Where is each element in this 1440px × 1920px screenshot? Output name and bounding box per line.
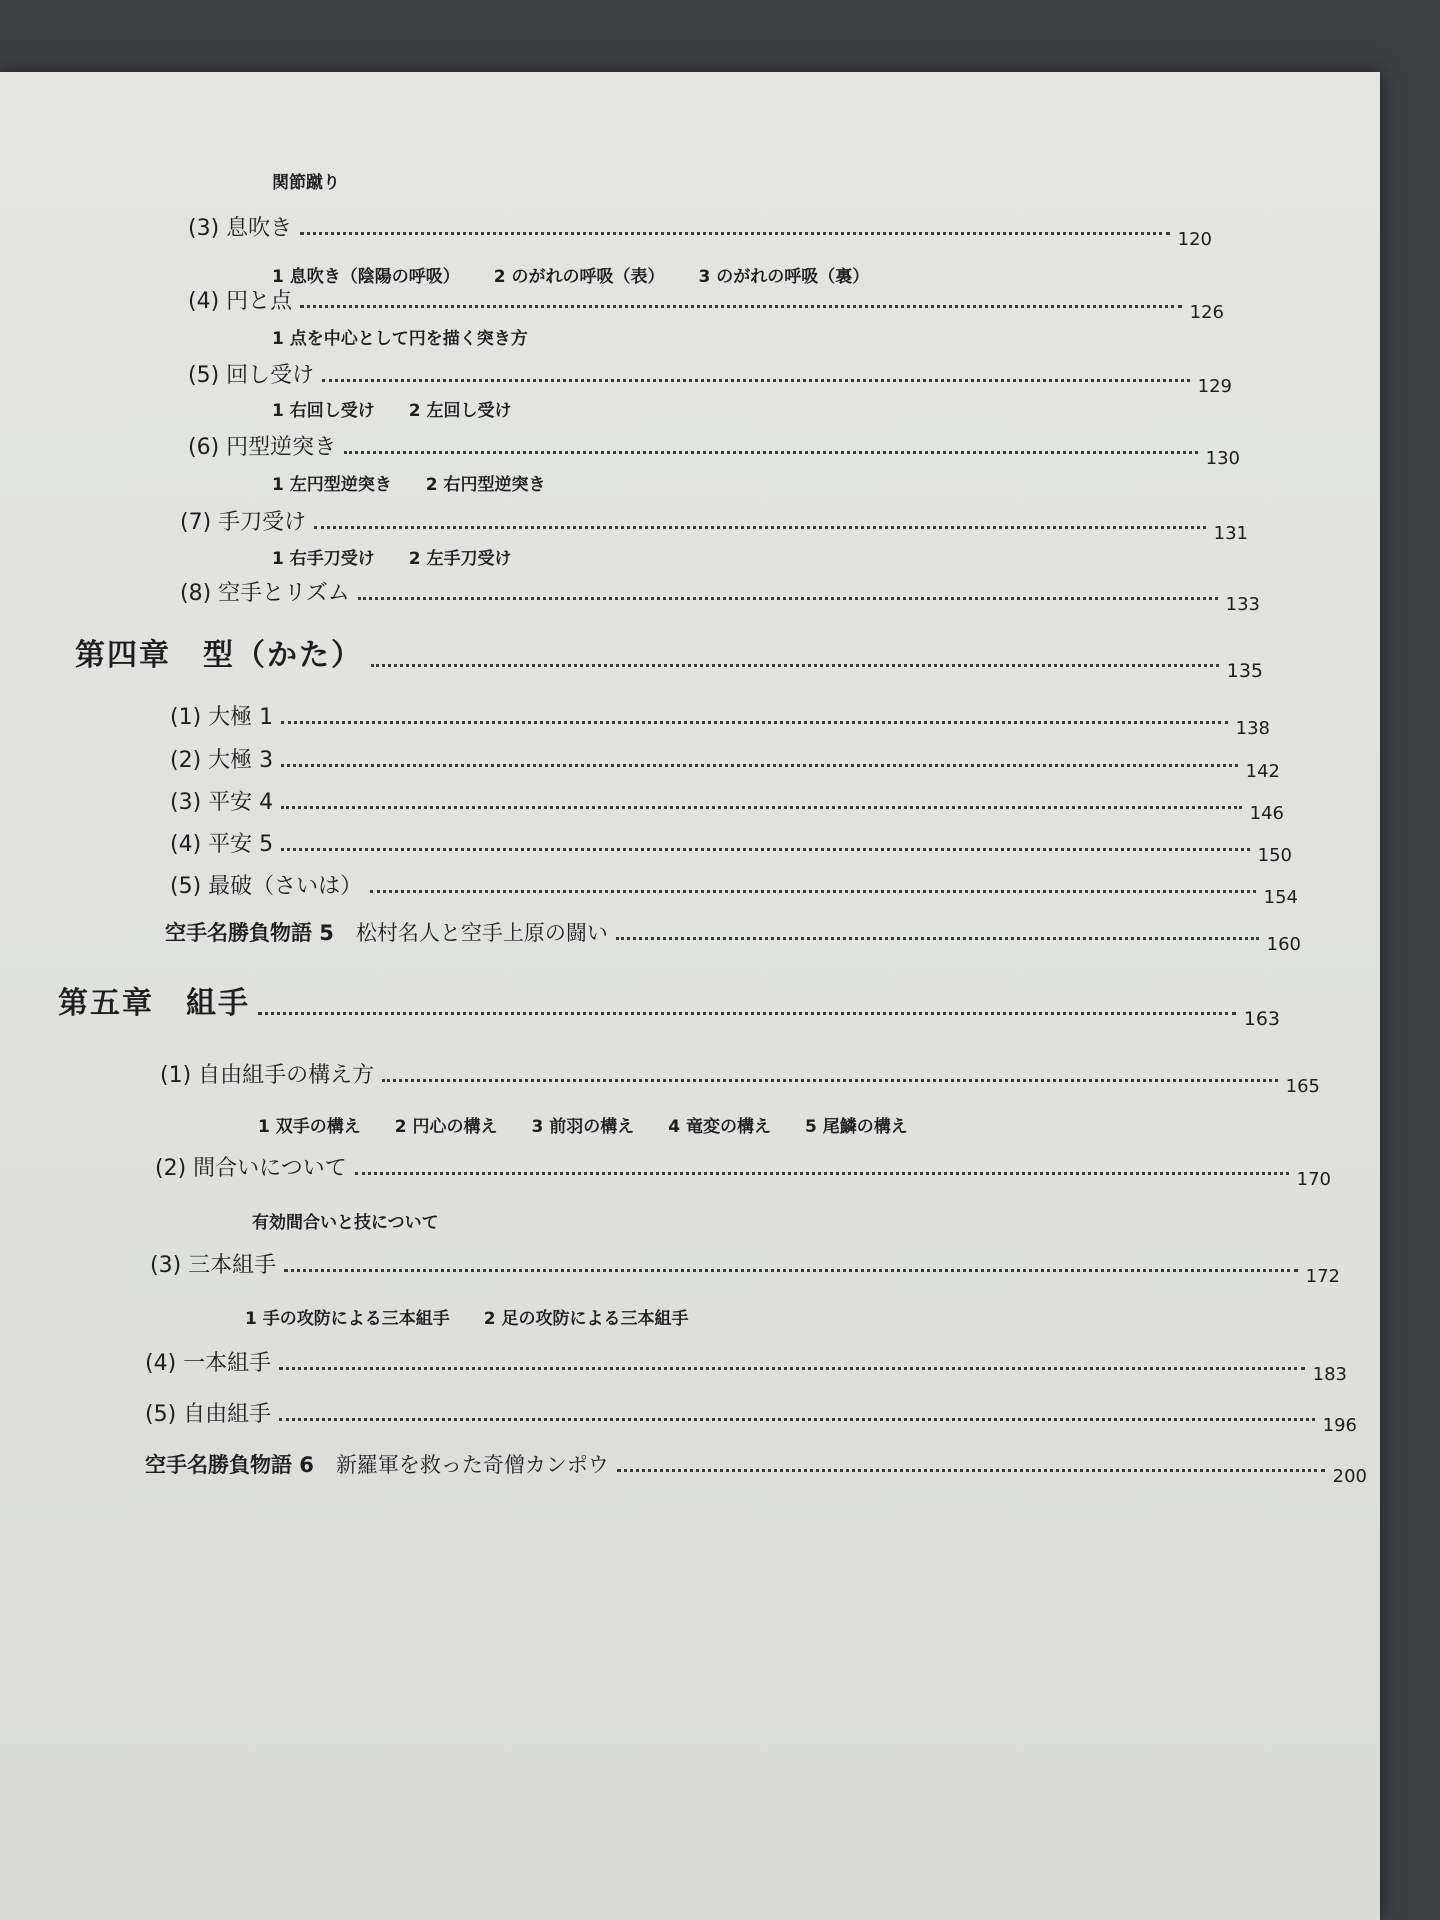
story-title: 松村名人と空手上原の闘い <box>355 921 608 945</box>
leader-dots <box>382 1079 1277 1082</box>
page-number: 135 <box>1226 660 1263 682</box>
toc-section <box>155 1152 1331 1190</box>
page-number: 131 <box>1213 523 1248 544</box>
toc-section <box>188 212 1212 250</box>
toc-section <box>180 577 1260 615</box>
toc-section <box>188 359 1232 397</box>
page-number: 154 <box>1263 887 1298 908</box>
page-number: 170 <box>1296 1169 1331 1190</box>
story-title: 新羅軍を救った奇僧カンポウ <box>335 1453 609 1477</box>
toc-entry-label: (3) 息吹き <box>188 216 293 241</box>
toc-entry-label: (7) 手刀受け <box>180 510 307 535</box>
toc-section <box>180 506 1248 544</box>
leader-dots <box>258 1012 1236 1015</box>
page-number: 160 <box>1266 934 1301 955</box>
toc-subitem: 1 左円型逆突き <box>272 475 392 495</box>
toc-entry-label: (2) 間合いについて <box>155 1156 347 1181</box>
toc-subitems <box>272 470 580 495</box>
toc-section <box>145 1398 1357 1436</box>
leader-dots <box>300 232 1169 235</box>
leader-dots <box>284 1269 1297 1272</box>
page-number: 146 <box>1249 803 1284 824</box>
toc-subitem: 1 手の攻防による三本組手 <box>245 1309 450 1329</box>
toc-section <box>170 701 1270 739</box>
book-page <box>0 72 1380 1920</box>
page-number: 165 <box>1285 1076 1320 1097</box>
page-number: 133 <box>1225 594 1260 615</box>
story-series-label: 空手名勝負物語 6 <box>145 1453 314 1477</box>
toc-subitem: 1 右回し受け <box>272 401 375 421</box>
leader-dots <box>617 1469 1325 1472</box>
toc-subitem: 2 左手刀受け <box>408 549 512 569</box>
toc-section <box>170 870 1298 908</box>
toc-subitem: 1 点を中心として円を描く突き方 <box>272 329 528 349</box>
toc-section <box>160 1059 1320 1097</box>
toc-entry-label: (3) 三本組手 <box>150 1253 277 1278</box>
toc-section <box>145 1347 1347 1385</box>
leader-dots <box>355 1172 1289 1175</box>
page-number: 142 <box>1245 761 1280 782</box>
toc-section <box>170 828 1292 866</box>
leader-dots <box>281 721 1227 724</box>
story-series-label: 空手名勝負物語 5 <box>165 921 334 945</box>
toc-subitem: 3 前羽の構え <box>531 1117 635 1137</box>
page-number: 138 <box>1235 718 1270 739</box>
toc-subitem: 4 竜変の構え <box>668 1117 771 1137</box>
leader-dots <box>616 937 1259 940</box>
leader-dots <box>281 848 1249 851</box>
leader-dots <box>279 1367 1304 1370</box>
toc-entry-label: (8) 空手とリズム <box>180 581 350 606</box>
toc-entry-label <box>145 1449 609 1479</box>
toc-entry-label: 第四章 型（かた） <box>75 638 363 673</box>
toc-subitems <box>272 396 546 421</box>
toc-entry-label: (1) 大極 1 <box>170 705 274 730</box>
leader-dots <box>279 1418 1314 1421</box>
toc-story <box>165 917 1301 955</box>
page-number: 196 <box>1322 1415 1357 1436</box>
toc-subitem: 有効間合いと技について <box>252 1213 439 1233</box>
page-number: 163 <box>1243 1008 1280 1030</box>
toc-entry-label: (2) 大極 3 <box>170 748 274 773</box>
toc-subitem: 2 右円型逆突き <box>425 475 546 495</box>
toc-subitem: 2 円心の構え <box>394 1117 498 1137</box>
leader-dots <box>371 664 1219 667</box>
toc-subitem: 1 息吹き（陰陽の呼吸） <box>272 267 460 287</box>
toc-subitem: 5 尾鱗の構え <box>805 1117 908 1137</box>
toc-subitems <box>272 168 374 193</box>
toc-subitems <box>245 1304 723 1329</box>
toc-entry-label: 第五章 組手 <box>58 986 250 1021</box>
toc-entry-label <box>165 917 608 947</box>
leader-dots <box>344 451 1197 454</box>
toc-subitem: 1 双手の構え <box>258 1117 361 1137</box>
toc-entry-label: (4) 一本組手 <box>145 1351 272 1376</box>
toc-section <box>150 1249 1340 1287</box>
leader-dots <box>370 890 1255 893</box>
toc-entry-label: (4) 円と点 <box>188 289 293 314</box>
leader-dots <box>281 764 1237 767</box>
page-number: 130 <box>1205 448 1240 469</box>
toc-entry-label: (1) 自由組手の構え方 <box>160 1063 375 1088</box>
toc-subitems <box>272 324 562 349</box>
page-number: 126 <box>1189 302 1224 323</box>
toc-subitem: 2 のがれの呼吸（表） <box>493 267 665 287</box>
toc-entry-label: (5) 自由組手 <box>145 1402 272 1427</box>
toc-entry-label: (5) 回し受け <box>188 363 315 388</box>
toc-subitem: 2 足の攻防による三本組手 <box>483 1309 689 1329</box>
toc-entry-label: (3) 平安 4 <box>170 790 274 815</box>
toc-section <box>188 285 1224 323</box>
toc-story <box>145 1449 1367 1487</box>
toc-subitems <box>272 262 903 287</box>
toc-section <box>188 431 1240 469</box>
toc-subitem: 3 のがれの呼吸（裏） <box>698 267 870 287</box>
leader-dots <box>300 305 1181 308</box>
toc-chapter <box>58 982 1280 1030</box>
leader-dots <box>314 526 1205 529</box>
toc-subitems <box>258 1112 942 1137</box>
toc-chapter <box>75 634 1263 682</box>
toc-subitem: 1 右手刀受け <box>272 549 375 569</box>
toc-entry-label: (5) 最破（さいは） <box>170 874 363 899</box>
leader-dots <box>281 806 1241 809</box>
page-number: 183 <box>1312 1364 1347 1385</box>
toc-section <box>170 786 1284 824</box>
page-number: 120 <box>1177 229 1212 250</box>
page-number: 172 <box>1305 1266 1340 1287</box>
toc-subitem: 2 左回し受け <box>408 401 512 421</box>
toc-subitems <box>272 544 546 569</box>
page-number: 129 <box>1197 376 1232 397</box>
toc-entry-label: (6) 円型逆突き <box>188 435 337 460</box>
page-number: 150 <box>1257 845 1292 866</box>
leader-dots <box>358 597 1218 600</box>
leader-dots <box>322 379 1189 382</box>
toc-entry-label: (4) 平安 5 <box>170 832 274 857</box>
toc-section <box>170 744 1280 782</box>
toc-subitems <box>252 1208 473 1233</box>
page-number: 200 <box>1332 1466 1367 1487</box>
toc-subitem: 関節蹴り <box>272 173 340 193</box>
